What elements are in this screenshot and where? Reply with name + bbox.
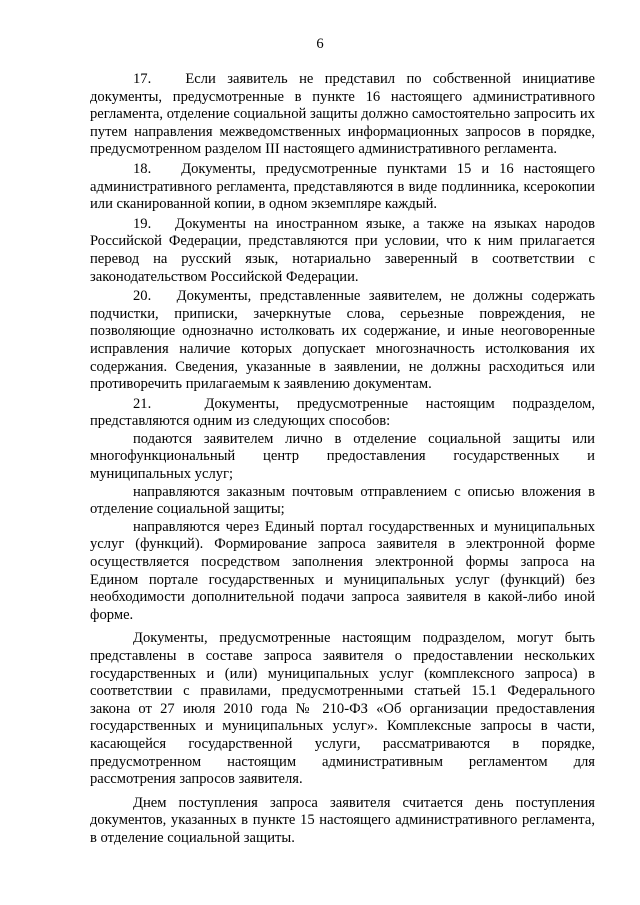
paragraph-20: 20. Документы, представленные заявителем, не должны содержать подчистки, приписки, зачеркнутые слова, серьезные повреждения, не позволяющие однозначно истолковать их содержание, и иные неоговоренные исправления наличие которых допускает многозначность истолкования их содержания. Сведения, указанные в заявлении, не должны расходиться или противоречить прилагаемым к заявлению документам. xyxy=(90,288,595,393)
submission-method-in-person: подаются заявителем лично в отделение социальной защиты или многофункциональный центр предоставления государственных и муниципальных услуг; xyxy=(90,430,595,483)
paragraph-complex-request: Документы, предусмотренные настоящим подразделом, могут быть представлены в составе запроса заявителя о предоставлении нескольких государственных и (или) муниципальных услуг (комплексного запроса) в соответствии с правилами, предусмотренными статьей 15.1 Федерального закона от 27 июля 2010 года № 210-ФЗ «Об организации предоставления государственных и муниципальных услуг». Комплексные запросы в части, касающейся государственной услуги, рассматриваются в порядке, предусмотренном настоящим административным регламентом для рассмотрения запросов заявителя. xyxy=(90,630,595,788)
paragraph-18: 18. Документы, предусмотренные пунктами 15 и 16 настоящего административного регламента, представляются в виде подлинника, ксерокопии или сканированной копии, в одном экземпляре каждый. xyxy=(90,160,595,213)
paragraph-17: 17. Если заявитель не представил по собственной инициативе документы, предусмотренные в пункте 16 настоящего административного регламента, отделение социальной защиты должно самостоятельно запросить их путем направления межведомственных информационных запросов в порядке, предусмотренном разделом III настоящего административного регламента. xyxy=(90,71,595,158)
paragraph-19: 19. Документы на иностранном языке, а также на языках народов Российской Федерации, представляются при условии, что к ним прилагается перевод на русский язык, нотариально заверенный в соответствии с законодательством Российской Федерации. xyxy=(90,215,595,285)
page-number: 6 xyxy=(316,36,324,52)
submission-method-portal: направляются через Единый портал государственных и муниципальных услуг (функций). Формирование запроса заявителя в электронной форме осуществляется посредством заполнения электронной формы запроса на Едином портале государственных и муниципальных услуг (функций) без необходимости дополнительной подачи запроса заявителя в какой-либо иной форме. xyxy=(90,518,595,623)
paragraph-21: 21. Документы, предусмотренные настоящим подразделом, представляются одним из следующих способов: xyxy=(90,395,595,430)
submission-method-mail: направляются заказным почтовым отправлением с описью вложения в отделение социальной защиты; xyxy=(90,483,595,518)
paragraph-receipt-date: Днем поступления запроса заявителя считается день поступления документов, указанных в пункте 15 настоящего административного регламента, в отделение социальной защиты. xyxy=(90,794,595,846)
document-body xyxy=(90,71,595,848)
